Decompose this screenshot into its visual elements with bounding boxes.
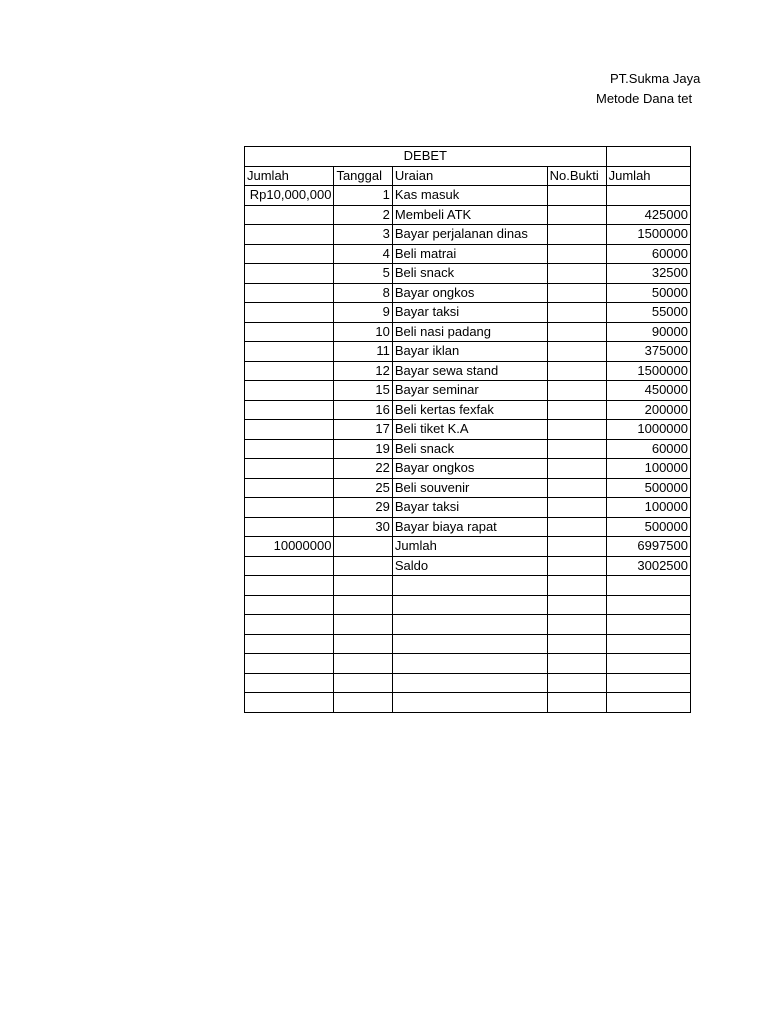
cell-uraian[interactable] — [392, 654, 547, 674]
company-title: PT.Sukma Jaya — [610, 71, 701, 86]
cell-uraian[interactable]: Bayar ongkos — [392, 283, 547, 303]
cell-amount[interactable]: 425000 — [606, 205, 690, 225]
cell-jumlah[interactable] — [245, 634, 334, 654]
table-row — [245, 654, 691, 674]
table-row — [245, 556, 691, 576]
cell-tanggal[interactable]: 15 — [334, 381, 392, 401]
table-row — [245, 225, 691, 245]
cell-uraian[interactable]: Bayar iklan — [392, 342, 547, 362]
cell-no-bukti[interactable] — [547, 517, 606, 537]
cell-uraian[interactable]: Beli souvenir — [392, 478, 547, 498]
cell-uraian[interactable]: Beli snack — [392, 264, 547, 284]
cell-tanggal[interactable]: 19 — [334, 439, 392, 459]
cell-no-bukti[interactable] — [547, 595, 606, 615]
cell-jumlah[interactable] — [245, 264, 334, 284]
cell-uraian[interactable]: Beli matrai — [392, 244, 547, 264]
cell-no-bukti[interactable] — [547, 205, 606, 225]
cell-jumlah[interactable] — [245, 517, 334, 537]
cell-uraian[interactable]: Kas masuk — [392, 186, 547, 206]
table-row — [245, 673, 691, 693]
cell-no-bukti[interactable] — [547, 439, 606, 459]
cell-jumlah[interactable] — [245, 498, 334, 518]
cell-jumlah[interactable] — [245, 420, 334, 440]
cell-no-bukti[interactable] — [547, 478, 606, 498]
cell-uraian[interactable]: Bayar taksi — [392, 498, 547, 518]
cell-amount[interactable]: 375000 — [606, 342, 690, 362]
cell-uraian[interactable]: Beli snack — [392, 439, 547, 459]
cell-uraian[interactable]: Bayar ongkos — [392, 459, 547, 479]
table-row — [245, 576, 691, 596]
cell-no-bukti[interactable] — [547, 498, 606, 518]
table-row — [245, 439, 691, 459]
table-row — [245, 322, 691, 342]
col-header-jumlah: Jumlah — [245, 166, 334, 186]
cell-tanggal[interactable]: 5 — [334, 264, 392, 284]
cell-amount[interactable]: 3002500 — [606, 556, 690, 576]
col-header-no-bukti: No.Bukti — [547, 166, 606, 186]
cell-jumlah[interactable]: Rp10,000,000 — [245, 186, 334, 206]
cell-uraian[interactable]: Bayar perjalanan dinas — [392, 225, 547, 245]
cell-uraian[interactable]: Jumlah — [392, 537, 547, 557]
cell-jumlah[interactable] — [245, 459, 334, 479]
cell-tanggal[interactable]: 22 — [334, 459, 392, 479]
col-header-jumlah-kredit: Jumlah — [606, 166, 690, 186]
cell-uraian[interactable]: Saldo — [392, 556, 547, 576]
cell-no-bukti[interactable] — [547, 264, 606, 284]
cell-tanggal[interactable] — [334, 595, 392, 615]
cell-uraian[interactable]: Membeli ATK — [392, 205, 547, 225]
cell-amount[interactable]: 32500 — [606, 264, 690, 284]
cell-amount[interactable]: 90000 — [606, 322, 690, 342]
cell-uraian[interactable] — [392, 615, 547, 635]
cell-uraian[interactable]: Bayar sewa stand — [392, 361, 547, 381]
cell-no-bukti[interactable] — [547, 303, 606, 323]
cell-jumlah[interactable] — [245, 673, 334, 693]
cell-no-bukti[interactable] — [547, 322, 606, 342]
cell-no-bukti[interactable] — [547, 654, 606, 674]
cell-tanggal[interactable]: 1 — [334, 186, 392, 206]
table-row — [245, 400, 691, 420]
table-row — [245, 517, 691, 537]
cell-tanggal[interactable] — [334, 634, 392, 654]
cell-jumlah[interactable] — [245, 576, 334, 596]
table-row — [245, 283, 691, 303]
cell-amount[interactable] — [606, 615, 690, 635]
cell-no-bukti[interactable] — [547, 556, 606, 576]
cell-amount[interactable]: 60000 — [606, 439, 690, 459]
table-row — [245, 537, 691, 557]
cell-jumlah[interactable] — [245, 342, 334, 362]
cell-jumlah[interactable] — [245, 439, 334, 459]
cell-uraian[interactable] — [392, 634, 547, 654]
cell-amount[interactable] — [606, 654, 690, 674]
cell-jumlah[interactable] — [245, 303, 334, 323]
cell-no-bukti[interactable] — [547, 225, 606, 245]
cell-no-bukti[interactable] — [547, 342, 606, 362]
cell-no-bukti[interactable] — [547, 283, 606, 303]
cell-amount[interactable]: 55000 — [606, 303, 690, 323]
table-row — [245, 615, 691, 635]
cell-amount[interactable]: 100000 — [606, 459, 690, 479]
cell-amount[interactable] — [606, 673, 690, 693]
table-row — [245, 693, 691, 713]
cell-jumlah[interactable] — [245, 361, 334, 381]
cell-uraian[interactable]: Beli kertas fexfak — [392, 400, 547, 420]
cell-uraian[interactable]: Beli tiket K.A — [392, 420, 547, 440]
cell-amount[interactable] — [606, 634, 690, 654]
cell-tanggal[interactable]: 12 — [334, 361, 392, 381]
cell-amount[interactable]: 50000 — [606, 283, 690, 303]
column-header-row — [245, 166, 691, 186]
cell-tanggal[interactable] — [334, 693, 392, 713]
cell-no-bukti[interactable] — [547, 186, 606, 206]
table-row — [245, 303, 691, 323]
cell-amount[interactable]: 450000 — [606, 381, 690, 401]
cell-tanggal[interactable]: 29 — [334, 498, 392, 518]
cell-uraian[interactable]: Bayar seminar — [392, 381, 547, 401]
table-row — [245, 595, 691, 615]
cell-no-bukti[interactable] — [547, 361, 606, 381]
cell-jumlah[interactable] — [245, 244, 334, 264]
cell-no-bukti[interactable] — [547, 673, 606, 693]
cell-tanggal[interactable] — [334, 615, 392, 635]
table-row — [245, 498, 691, 518]
cell-jumlah[interactable] — [245, 400, 334, 420]
cell-tanggal[interactable]: 3 — [334, 225, 392, 245]
table-row — [245, 186, 691, 206]
cell-amount[interactable]: 1500000 — [606, 361, 690, 381]
cell-uraian[interactable]: Bayar taksi — [392, 303, 547, 323]
cell-jumlah[interactable] — [245, 283, 334, 303]
cell-amount[interactable]: 60000 — [606, 244, 690, 264]
cell-amount[interactable]: 200000 — [606, 400, 690, 420]
cell-jumlah[interactable] — [245, 595, 334, 615]
method-title: Metode Dana tet — [596, 91, 693, 106]
table-row — [245, 361, 691, 381]
cell-jumlah[interactable] — [245, 693, 334, 713]
cell-tanggal[interactable]: 16 — [334, 400, 392, 420]
cell-tanggal[interactable]: 9 — [334, 303, 392, 323]
cell-amount[interactable] — [606, 693, 690, 713]
cell-tanggal[interactable] — [334, 654, 392, 674]
cell-tanggal[interactable]: 10 — [334, 322, 392, 342]
cell-tanggal[interactable] — [334, 537, 392, 557]
cell-amount[interactable] — [606, 576, 690, 596]
cell-jumlah[interactable] — [245, 381, 334, 401]
cell-tanggal[interactable] — [334, 673, 392, 693]
table-row — [245, 244, 691, 264]
cell-uraian[interactable] — [392, 673, 547, 693]
cell-uraian[interactable] — [392, 693, 547, 713]
ledger-sheet — [244, 146, 691, 736]
table-row — [245, 420, 691, 440]
section-header-row — [245, 147, 691, 167]
table-row — [245, 478, 691, 498]
cell-tanggal[interactable]: 4 — [334, 244, 392, 264]
kredit-title-cell — [606, 147, 690, 167]
col-header-uraian: Uraian — [392, 166, 547, 186]
cell-amount[interactable]: 6997500 — [606, 537, 690, 557]
cell-amount[interactable]: 500000 — [606, 517, 690, 537]
cell-jumlah[interactable] — [245, 205, 334, 225]
cell-jumlah[interactable] — [245, 478, 334, 498]
cell-amount[interactable]: 500000 — [606, 478, 690, 498]
cell-jumlah[interactable]: 10000000 — [245, 537, 334, 557]
table-row — [245, 264, 691, 284]
cell-tanggal[interactable]: 2 — [334, 205, 392, 225]
cell-jumlah[interactable] — [245, 556, 334, 576]
cell-jumlah[interactable] — [245, 322, 334, 342]
cell-tanggal[interactable]: 25 — [334, 478, 392, 498]
cell-tanggal[interactable]: 17 — [334, 420, 392, 440]
cell-no-bukti[interactable] — [547, 459, 606, 479]
cell-jumlah[interactable] — [245, 615, 334, 635]
col-header-tanggal: Tanggal — [334, 166, 392, 186]
cell-no-bukti[interactable] — [547, 693, 606, 713]
ledger-table — [244, 146, 691, 713]
cell-jumlah[interactable] — [245, 225, 334, 245]
table-row — [245, 459, 691, 479]
cell-amount[interactable] — [606, 186, 690, 206]
table-row — [245, 205, 691, 225]
cell-amount[interactable]: 1000000 — [606, 420, 690, 440]
table-row — [245, 342, 691, 362]
cell-no-bukti[interactable] — [547, 244, 606, 264]
cell-uraian[interactable] — [392, 595, 547, 615]
cell-uraian[interactable]: Beli nasi padang — [392, 322, 547, 342]
cell-no-bukti[interactable] — [547, 381, 606, 401]
cell-tanggal[interactable]: 30 — [334, 517, 392, 537]
table-row — [245, 634, 691, 654]
cell-amount[interactable]: 1500000 — [606, 225, 690, 245]
cell-tanggal[interactable] — [334, 576, 392, 596]
cell-uraian[interactable]: Bayar biaya rapat — [392, 517, 547, 537]
cell-uraian[interactable] — [392, 576, 547, 596]
debet-title: DEBET — [245, 147, 607, 167]
cell-no-bukti[interactable] — [547, 576, 606, 596]
table-row — [245, 381, 691, 401]
cell-no-bukti[interactable] — [547, 420, 606, 440]
cell-amount[interactable]: 100000 — [606, 498, 690, 518]
cell-tanggal[interactable]: 8 — [334, 283, 392, 303]
cell-no-bukti[interactable] — [547, 615, 606, 635]
cell-no-bukti[interactable] — [547, 634, 606, 654]
cell-amount[interactable] — [606, 595, 690, 615]
cell-tanggal[interactable]: 11 — [334, 342, 392, 362]
cell-jumlah[interactable] — [245, 654, 334, 674]
cell-tanggal[interactable] — [334, 556, 392, 576]
cell-no-bukti[interactable] — [547, 537, 606, 557]
cell-no-bukti[interactable] — [547, 400, 606, 420]
